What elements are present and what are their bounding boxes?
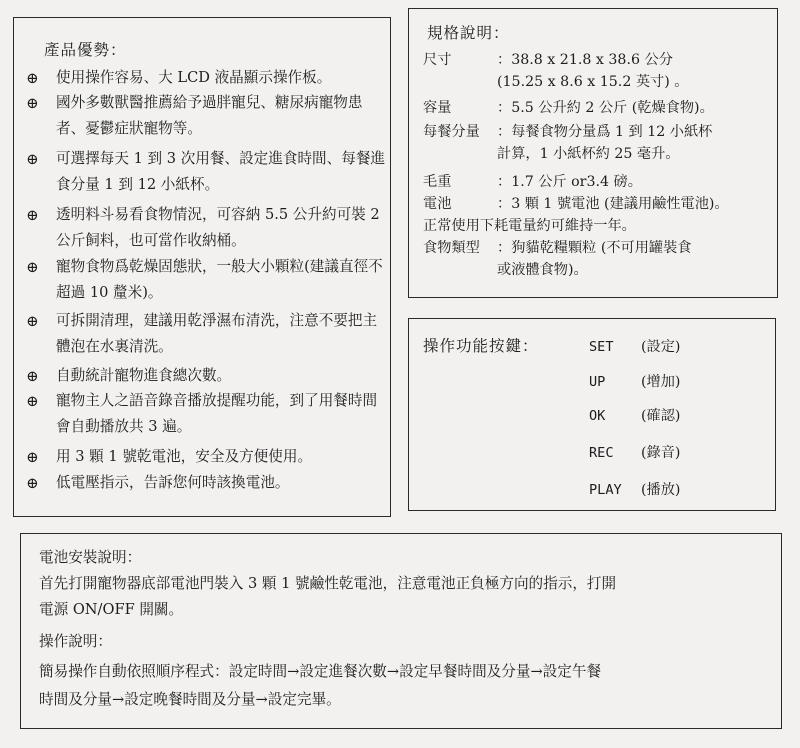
spec-value: 計算，1 小紙杯約 25 毫升。	[497, 146, 680, 162]
key-row-set	[589, 336, 680, 356]
key-code: REC	[589, 445, 614, 461]
spec-row	[423, 143, 775, 165]
advantage-text: 用 3 顆 1 號乾電池，安全及方便使用。	[56, 448, 313, 465]
key-desc: (錄音)	[641, 445, 681, 461]
key-code: UP	[589, 374, 606, 390]
key-desc: (增加)	[641, 374, 681, 390]
advantage-item	[26, 202, 386, 254]
advantage-item	[26, 308, 386, 360]
advantage-item	[26, 146, 386, 198]
circled-plus-icon: ⊕	[26, 69, 39, 87]
operation-text-line: 時間及分量→設定晚餐時間及分量→設定完畢。	[39, 691, 341, 708]
operation-keys-box	[408, 318, 776, 511]
spec-row	[423, 193, 775, 215]
key-code: PLAY	[589, 482, 622, 498]
key-row-up	[589, 371, 680, 391]
battery-title: 電池安裝說明：	[39, 549, 142, 566]
spec-value: ：3 顆 1 號電池 (建議用鹼性電池)。	[497, 196, 729, 212]
spec-value: 正常使用下耗電量約可維持一年。	[423, 218, 636, 234]
key-row-rec	[589, 442, 680, 462]
circled-plus-icon: ⊕	[26, 150, 39, 168]
key-row-play	[589, 479, 680, 499]
specifications-box	[408, 8, 778, 298]
key-desc: (確認)	[641, 408, 681, 424]
advantage-text: 低電壓指示，告訴您何時該換電池。	[56, 474, 290, 491]
advantage-text: 使用操作容易、大 LCD 液晶顯示操作板。	[56, 69, 332, 86]
advantage-item	[26, 470, 386, 496]
advantages-title: 產品優勢：	[44, 41, 127, 59]
specs-title: 規格說明：	[427, 24, 510, 42]
advantage-text: 自動統計寵物進食總次數。	[56, 367, 232, 384]
spec-value: (15.25 x 8.6 x 15.2 英寸) 。	[497, 74, 689, 90]
instructions-box	[20, 533, 782, 729]
circled-plus-icon: ⊕	[26, 94, 39, 112]
key-code: SET	[589, 339, 614, 355]
advantage-text: 可拆開清理，建議用乾淨濕布清洗，注意不要把主體泡在水裏清洗。	[56, 312, 378, 355]
product-advantages-box	[13, 17, 391, 517]
spec-value: ：1.7 公斤 or3.4 磅。	[497, 174, 642, 190]
spec-value: ：狗貓乾糧顆粒 (不可用罐裝食	[497, 240, 692, 256]
key-code: OK	[589, 408, 606, 424]
operation-title: 操作說明：	[39, 633, 112, 650]
keys-title: 操作功能按鍵：	[423, 337, 539, 355]
key-desc: (播放)	[641, 482, 681, 498]
advantage-item	[26, 254, 386, 306]
advantage-text: 透明料斗易看食物情況，可容納 5.5 公升約可裝 2 公斤飼料，也可當作收納桶。	[56, 206, 380, 249]
spec-label: 尺寸	[423, 52, 452, 68]
advantage-item	[26, 444, 386, 470]
spec-row	[423, 71, 775, 93]
key-row-ok	[589, 405, 680, 425]
key-desc: (設定)	[641, 339, 681, 355]
battery-text-line: 首先打開寵物器底部電池門裝入 3 顆 1 號鹼性乾電池，注意電池正負極方向的指示，打開	[39, 575, 617, 592]
circled-plus-icon: ⊕	[26, 474, 39, 492]
spec-label: 電池	[423, 196, 452, 212]
advantage-item	[26, 65, 386, 91]
circled-plus-icon: ⊕	[26, 312, 39, 330]
advantage-item	[26, 90, 386, 142]
spec-row	[423, 49, 775, 71]
spec-row	[423, 121, 775, 143]
spec-value: ：5.5 公升約 2 公斤 (乾燥食物)。	[497, 100, 714, 116]
advantage-text: 國外多數獸醫推薦給予過胖寵兒、糖尿病寵物患者、憂鬱症狀寵物等。	[56, 94, 363, 137]
spec-label: 食物類型	[423, 240, 480, 256]
spec-row	[423, 171, 775, 193]
operation-text-line: 簡易操作自動依照順序程式：設定時間→設定進餐次數→設定早餐時間及分量→設定午餐	[39, 663, 602, 680]
spec-value: 或液體食物)。	[497, 262, 588, 278]
spec-row	[423, 259, 775, 281]
circled-plus-icon: ⊕	[26, 392, 39, 410]
advantage-text: 可選擇每天 1 到 3 次用餐、設定進食時間、每餐進食分量 1 到 12 小紙杯。	[56, 150, 386, 193]
spec-row	[423, 237, 775, 259]
advantage-text: 寵物主人之語音錄音播放提醒功能，到了用餐時間會自動播放共 3 遍。	[56, 392, 378, 435]
advantage-item	[26, 388, 386, 440]
advantage-item	[26, 363, 386, 389]
battery-text-line: 電源 ON/OFF 開關。	[39, 601, 184, 618]
circled-plus-icon: ⊕	[26, 206, 39, 224]
spec-row	[423, 97, 775, 119]
spec-value: ：38.8 x 21.8 x 38.6 公分	[497, 52, 673, 68]
spec-label: 毛重	[423, 174, 452, 190]
spec-value: ：每餐食物分量爲 1 到 12 小紙杯	[497, 124, 713, 140]
spec-label: 每餐分量	[423, 124, 480, 140]
advantage-text: 寵物食物爲乾燥固態狀，一般大小顆粒(建議直徑不超過 10 釐米)。	[56, 258, 383, 301]
spec-row	[423, 215, 775, 237]
circled-plus-icon: ⊕	[26, 367, 39, 385]
circled-plus-icon: ⊕	[26, 448, 39, 466]
circled-plus-icon: ⊕	[26, 258, 39, 276]
spec-label: 容量	[423, 100, 452, 116]
